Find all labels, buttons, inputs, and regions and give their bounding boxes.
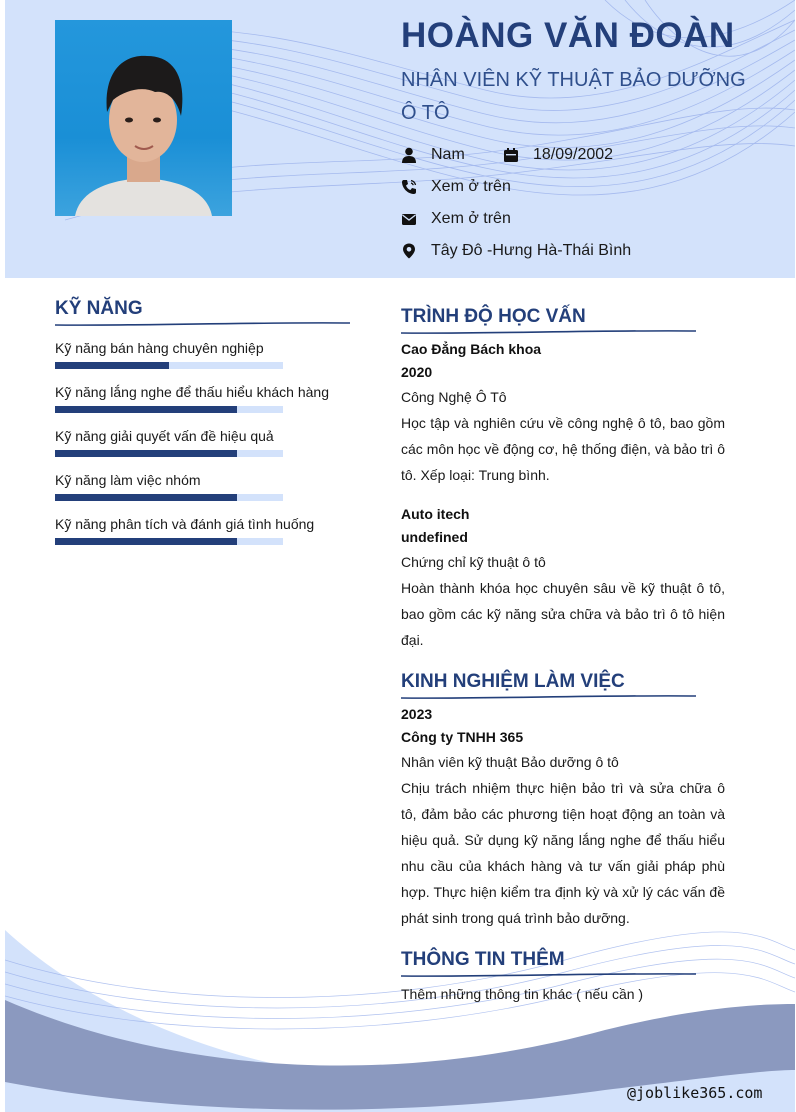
profile-photo (55, 20, 232, 216)
phone-icon (401, 179, 417, 195)
birthdate-row (503, 146, 613, 164)
skill-level-bar (55, 406, 283, 413)
education-major-1: Công Nghệ Ô Tô (401, 389, 507, 405)
gender-row (401, 146, 465, 164)
education-description-2: Hoàn thành khóa học chuyên sâu về kỹ thuật ô tô, bao gồm các kỹ năng sửa chữa và bảo trì ô tô hiện đại. (401, 580, 725, 648)
education-major-2: Chứng chỉ kỹ thuật ô tô (401, 554, 546, 570)
candidate-name: HOÀNG VĂN ĐOÀN (401, 16, 735, 55)
cv-page (5, 0, 795, 1112)
skill-label: Kỹ năng phân tích và đánh giá tình huống (55, 516, 315, 532)
skill-label: Kỹ năng bán hàng chuyên nghiệp (55, 340, 264, 356)
phone-value: Xem ở trên (431, 178, 511, 195)
education-heading: TRÌNH ĐỘ HỌC VẤN (401, 306, 586, 327)
experience-position: Nhân viên kỹ thuật Bảo dưỡng ô tô (401, 754, 619, 770)
education-school-2: Auto itech (401, 506, 470, 522)
skill-level-bar (55, 450, 283, 457)
skill-level-bar (55, 494, 283, 501)
email-value: Xem ở trên (431, 210, 511, 227)
email-row (401, 210, 511, 228)
skill-level-bar (55, 538, 283, 545)
experience-heading: KINH NGHIỆM LÀM VIỆC (401, 671, 625, 692)
skill-level-bar (55, 362, 283, 369)
experience-company: Công ty TNHH 365 (401, 729, 524, 745)
cv-header (5, 0, 795, 278)
education-year-1: 2020 (401, 364, 433, 380)
skill-level-fill (55, 538, 237, 545)
skills-heading: KỸ NĂNG (55, 298, 143, 319)
skill-level-fill (55, 450, 237, 457)
gender-value: Nam (431, 146, 465, 163)
experience-year: 2023 (401, 706, 433, 722)
location-pin-icon (401, 243, 417, 259)
calendar-icon (503, 147, 519, 163)
experience-description: Chịu trách nhiệm thực hiện bảo trì và sửa chữa ô tô, đảm bảo các phương tiện hoạt động an toàn và hiệu quả. Sử dụng kỹ năng lắng nghe để thấu hiểu nhu cầu của khách hàng và tư vấn giải pháp phù hợp. Thực hiện kiểm tra định kỳ và xử lý các vấn đề phát sinh trong quá trình bảo dưỡng. (401, 780, 725, 926)
address-row (401, 242, 631, 260)
skill-level-fill (55, 494, 237, 501)
additional-heading-underline (401, 972, 696, 978)
candidate-job-title: NHÂN VIÊN KỸ THUẬT BẢO DƯỠNG Ô TÔ (401, 69, 746, 124)
address-value: Tây Đô -Hưng Hà-Thái Bình (431, 242, 632, 259)
education-school-1: Cao Đẳng Bách khoa (401, 341, 542, 357)
skill-label: Kỹ năng làm việc nhóm (55, 472, 201, 488)
education-description-1: Học tập và nghiên cứu về công nghệ ô tô, bao gồm các môn học về động cơ, hệ thống điện, và bảo trì ô tô. Xếp loại: Trung bình. (401, 415, 725, 483)
education-heading-underline (401, 329, 696, 335)
additional-text: Thêm những thông tin khác ( nếu cần ) (401, 986, 644, 1002)
skill-label: Kỹ năng giải quyết vấn đề hiệu quả (55, 428, 274, 444)
additional-heading: THÔNG TIN THÊM (401, 949, 565, 970)
experience-heading-underline (401, 694, 696, 700)
portrait-illustration (55, 20, 232, 216)
birthdate-value: 18/09/2002 (533, 146, 614, 163)
phone-row (401, 178, 511, 196)
education-year-2: undefined (401, 529, 468, 545)
skill-level-fill (55, 406, 237, 413)
watermark: @joblike365.com (627, 1084, 763, 1102)
user-icon (401, 147, 417, 163)
skill-level-fill (55, 362, 169, 369)
mail-icon (401, 211, 417, 227)
skills-heading-underline (55, 321, 350, 327)
skill-label: Kỹ năng lắng nghe để thấu hiểu khách hàng (55, 384, 330, 400)
